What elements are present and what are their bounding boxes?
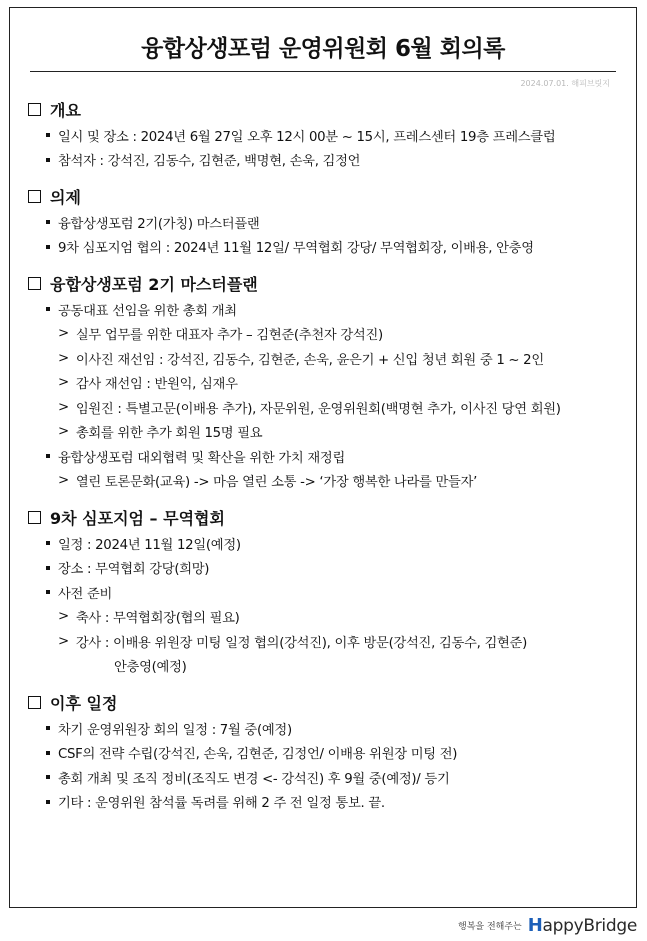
checkbox-square-icon (28, 190, 41, 203)
section-heading-text: 의제 (50, 187, 81, 207)
item-text: CSF의 전략 수립(강석진, 손욱, 김현준, 김정언/ 이배용 위원장 미팅 전) (58, 747, 458, 763)
item-text: 9차 심포지엄 협의 : 2024년 11월 12일/ 무역협회 강당/ 무역협회장, 이배용, 안충영 (58, 241, 534, 257)
happybridge-logo (528, 915, 637, 936)
section-heading (28, 503, 628, 531)
logo-text: appyBridge (542, 916, 637, 936)
item-text: 장소 : 무역협회 강당(희망) (58, 562, 210, 578)
item-text: 강사 : 이배용 위원장 미팅 일정 협의(강석진), 이후 방문(강석진, 김동수, 김현준) (75, 635, 527, 651)
bullet-item (28, 531, 628, 556)
dateline: 2024.07.01. 해피브릿지 (520, 79, 610, 88)
item-text: 축사 : 무역협회장(협의 필요) (75, 611, 240, 627)
item-text: 총회 개최 및 조직 정비(조직도 변경 <- 강석진) 후 9월 중(예정)/ 등기 (58, 771, 450, 787)
bullet-item (28, 444, 628, 469)
bullet-item (28, 765, 628, 790)
sub-item (28, 395, 628, 420)
section-heading (28, 182, 628, 210)
bullet-square-icon (46, 220, 50, 224)
item-text: 융합상생포럼 대외협력 및 확산을 위한 가치 재정립 (58, 450, 346, 466)
chevron-right-icon: > (58, 633, 69, 649)
bullet-item (28, 235, 628, 260)
section (28, 688, 628, 814)
bullet-square-icon (46, 726, 50, 730)
bullet-square-icon (46, 307, 50, 311)
chevron-right-icon: > (58, 326, 69, 342)
item-text: 일시 및 장소 : 2024년 6월 27일 오후 12시 00분 ~ 15시, 프레스센터 19층 프레스클럽 (58, 129, 556, 145)
section-heading-text: 개요 (50, 100, 81, 120)
bullet-square-icon (46, 245, 50, 249)
item-text: 차기 운영위원장 회의 일정 : 7월 중(예정) (58, 722, 292, 738)
section (28, 503, 628, 678)
bullet-square-icon (46, 751, 50, 755)
bullet-square-icon (46, 566, 50, 570)
chevron-right-icon: > (58, 399, 69, 415)
bullet-item (28, 741, 628, 766)
item-text: 감사 재선임 : 반원익, 심재우 (75, 377, 238, 393)
sub-item (28, 420, 628, 445)
item-text: 일정 : 2024년 11월 12일(예정) (58, 537, 241, 553)
bullet-square-icon (46, 133, 50, 137)
footer (458, 915, 637, 936)
item-text: 공동대표 선임을 위한 총회 개최 (58, 303, 237, 319)
item-text: 기타 : 운영위원 참석률 독려를 위해 2 주 전 일정 통보. 끝. (58, 796, 385, 812)
bullet-square-icon (46, 590, 50, 594)
bullet-square-icon (46, 158, 50, 162)
sub-item (28, 629, 628, 654)
document-body (28, 95, 628, 824)
bullet-item (28, 210, 628, 235)
page-title: 융합상생포럼 운영위원회 6월 회의록 (141, 36, 505, 62)
bullet-square-icon (46, 800, 50, 804)
sub-item (28, 469, 628, 494)
section-heading (28, 95, 628, 123)
chevron-right-icon: > (58, 350, 69, 366)
item-text: 사전 준비 (58, 586, 113, 602)
logo-initial: H (527, 915, 543, 936)
checkbox-square-icon (28, 277, 41, 290)
bullet-item (28, 716, 628, 741)
checkbox-square-icon (28, 696, 41, 709)
bullet-item (28, 580, 628, 605)
sub-item (28, 346, 628, 371)
title-divider (30, 71, 616, 72)
section-heading-text: 융합상생포럼 2기 마스터플랜 (50, 274, 258, 294)
chevron-right-icon: > (58, 424, 69, 440)
chevron-right-icon: > (58, 609, 69, 625)
item-text: 융합상생포럼 2기(가칭) 마스터플랜 (58, 216, 260, 232)
chevron-right-icon: > (58, 375, 69, 391)
item-text: 열린 토론문화(교육) -> 마음 열린 소통 -> ‘가장 행복한 나라를 만들자’ (75, 475, 478, 491)
item-text: 참석자 : 강석진, 김동수, 김현준, 백명현, 손욱, 김정언 (58, 154, 361, 170)
item-text: 총회를 위한 추가 회원 15명 필요 (75, 426, 263, 442)
bullet-square-icon (46, 541, 50, 545)
sub-item (28, 322, 628, 347)
section-heading (28, 269, 628, 297)
item-text: 안충영(예정) (114, 660, 187, 676)
continuation-line (28, 654, 628, 679)
section (28, 95, 628, 172)
bullet-item (28, 123, 628, 148)
item-text: 실무 업무를 위한 대표자 추가 – 김현준(추천자 강석진) (75, 328, 383, 344)
section-heading (28, 688, 628, 716)
checkbox-square-icon (28, 511, 41, 524)
checkbox-square-icon (28, 103, 41, 116)
bullet-item (28, 790, 628, 815)
bullet-square-icon (46, 454, 50, 458)
bullet-item (28, 556, 628, 581)
chevron-right-icon: > (58, 473, 69, 489)
item-text: 이사진 재선임 : 강석진, 김동수, 김현준, 손욱, 윤은기 + 신입 청년 회원 중 1 ~ 2인 (75, 352, 544, 368)
bullet-item (28, 297, 628, 322)
section (28, 269, 628, 493)
bullet-square-icon (46, 775, 50, 779)
section-heading-text: 9차 심포지엄 – 무역협회 (50, 508, 225, 528)
section (28, 182, 628, 259)
document-frame (9, 7, 637, 908)
sub-item (28, 605, 628, 630)
sub-item (28, 371, 628, 396)
footer-tagline: 행복을 전해주는 (458, 922, 522, 932)
bullet-item (28, 148, 628, 173)
section-heading-text: 이후 일정 (50, 693, 118, 713)
item-text: 임원진 : 특별고문(이배용 추가), 자문위원, 운영위원회(백명현 추가, 이사진 당연 회원) (75, 401, 561, 417)
